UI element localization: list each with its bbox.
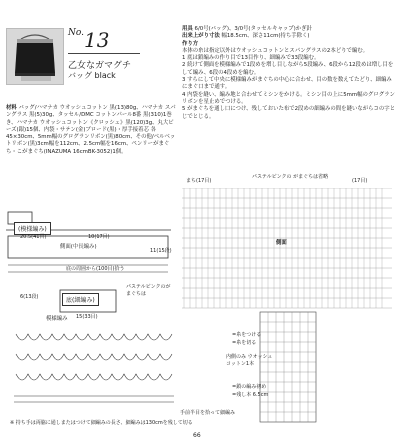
size-heading: 出来上がり寸法 <box>182 33 220 40</box>
title-rule <box>68 53 140 54</box>
bottom-label <box>62 293 99 306</box>
materials-heading: 材料 <box>6 105 17 111</box>
page-number: 66 <box>193 432 201 439</box>
instructions-block <box>182 26 396 121</box>
side-center-label: 側面 <box>276 240 287 246</box>
method-step: 1 底は鎖編みの作り目で13目作り、細編みで33段編む。 <box>182 55 320 62</box>
mark-17: (17目) <box>352 178 368 184</box>
legend-tail: =残し本 6.5cm <box>232 392 269 398</box>
subtitle-jp: バッグ black <box>68 71 116 80</box>
method-step: 3 すらにして中央に模様編みがまぐちの中心に合わせ、目の数を数えてたどり、細編みにまぐ口まで通す。 <box>182 77 392 91</box>
method-step: 5 がまぐちを通し口につけ、残しておいた布で2段めの細編みの間を縫いながらコの字とじでとじる。 <box>182 106 396 120</box>
legend-start: =鎖の編み初め <box>232 384 267 390</box>
chain-note: 底の周囲から(100目)拾う <box>66 266 125 272</box>
dim-20-5: 20.5(41目) <box>20 234 47 240</box>
pastel-note: パステルピンクのがまぐちは <box>126 284 171 297</box>
dim-11: 11(15段) <box>150 248 172 254</box>
materials-text: バッグ/ハマナカ ウオッシュコットン 黒(13)80g、ハマナカ スパングラス 黒(5)30g、タッセル/DMC コットンパール8番 黒(310)1巻き、ハマナカ ウオッシュコットン《クロッシェ》黒(120)3g、丸大ビーズ(銀)15個、内袋・サテン(金)ブロード(黒)・厚手接着芯 各45×30cm、5mm幅のグログランリボン(黒)80cm、その他/ベルベットリボン(黒)3cm幅を112cm、2.5cm幅を16cm、ペンリーがまぐち・こがまぐち(INAZUMA 16cmBK-3052)1個。 <box>6 105 176 155</box>
legend-join: =糸をつける <box>232 332 262 338</box>
footnote: ※ 持ち手は両脇に通しまたはつけて細編みの長さ、細編みは130cmを残して切る <box>10 420 193 426</box>
size-text: 幅18.5cm、深さ11cm(持ち手除く) <box>221 33 310 40</box>
materials-block <box>6 105 176 156</box>
number-prefix: No. <box>68 28 84 38</box>
title-jp: 乙女なガマグチ <box>68 61 132 71</box>
tools-text: 6/0号(バッグ)、3/0号(タッセルキャップ)かぎ針 <box>194 26 312 32</box>
legend-inner: 内側のみ ウオッシュ コットン1本 <box>226 354 273 367</box>
method-intro: 本体の糸は指定以外はウオッシュコットンとスパングラスの2本どりで編む。 <box>182 47 369 54</box>
bottom-label-sub: (細編み) <box>72 297 95 304</box>
mark-mae: まち(17目) <box>186 178 212 184</box>
legend-half: 手前半目を拾って細編み <box>180 410 236 416</box>
legend-cut: =糸を切る <box>232 340 257 346</box>
side-label: 側面(中長編み) <box>60 244 97 250</box>
pattern-number <box>68 28 109 52</box>
bottom-label-text: 底 <box>66 297 73 304</box>
dim-15: 15(33目) <box>76 314 98 320</box>
dim-6-13: 6(13段) <box>20 294 39 300</box>
crochet-chart <box>182 188 396 426</box>
stitch-pattern <box>8 322 180 412</box>
bag-illustration <box>7 29 63 84</box>
method-step: 4 内袋を縫い、編み地と合わせてミシンをかける。ミシン目の上に5mm幅のグログランリボンを星止めでつける。 <box>182 91 395 105</box>
dim-10-17: 10(17目) <box>88 234 110 240</box>
pattern-small-label: 模様編み <box>46 316 68 322</box>
method-step: 2 続けて側面を模様編みで1段めを増し目しながら5段編み、6段から12段めは増し目をして編み、6段の4段めを編む。 <box>182 62 394 76</box>
method-heading: 作り方 <box>182 40 199 47</box>
number-value: 13 <box>84 28 110 52</box>
pink-note: パステルピンクの がまぐちは省略 <box>252 174 329 180</box>
product-photo <box>6 28 64 85</box>
pattern-label: (模様編み) <box>14 222 51 235</box>
tools-heading: 用具 <box>182 26 193 32</box>
